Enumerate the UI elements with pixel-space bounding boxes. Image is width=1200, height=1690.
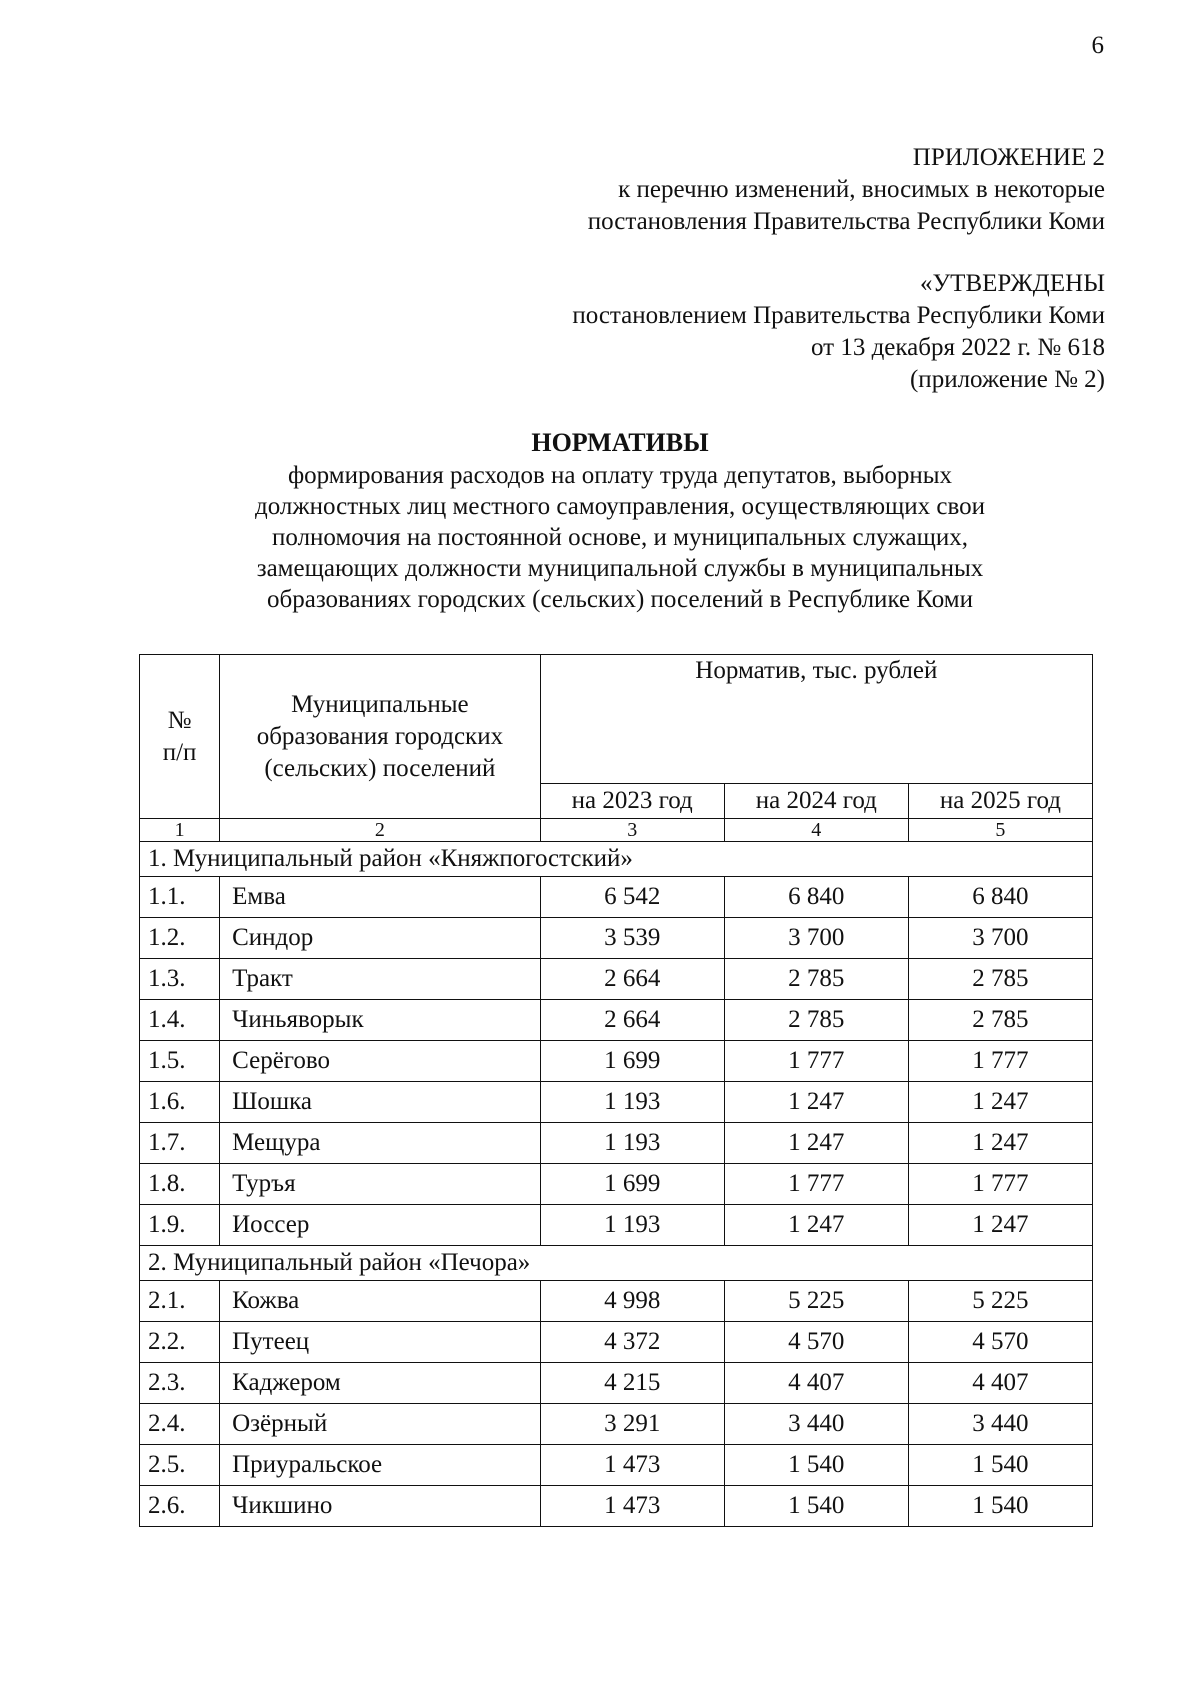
cell-municipality: Кожва — [220, 1281, 541, 1322]
cell-municipality: Синдор — [220, 918, 541, 959]
cell-2025: 1 777 — [908, 1164, 1092, 1205]
cell-2024: 2 785 — [724, 959, 908, 1000]
section-title: 1. Муниципальный район «Княжпогостский» — [140, 842, 1093, 877]
cell-2025: 2 785 — [908, 1000, 1092, 1041]
cell-municipality: Шошка — [220, 1082, 541, 1123]
cell-municipality: Путеец — [220, 1322, 541, 1363]
table-row — [140, 959, 1093, 1000]
table-row — [140, 877, 1093, 918]
cell-municipality: Озёрный — [220, 1404, 541, 1445]
cell-municipality: Чикшино — [220, 1486, 541, 1527]
cell-2023: 1 699 — [540, 1041, 724, 1082]
cell-municipality: Тракт — [220, 959, 541, 1000]
section-row — [140, 1246, 1093, 1281]
cell-2024: 1 247 — [724, 1205, 908, 1246]
cell-2025: 1 540 — [908, 1486, 1092, 1527]
cell-2025: 1 247 — [908, 1082, 1092, 1123]
cell-municipality: Приуральское — [220, 1445, 541, 1486]
cell-number: 2.5. — [140, 1445, 220, 1486]
appendix-line: постановления Правительства Республики Коми — [587, 208, 1105, 235]
cell-municipality: Туръя — [220, 1164, 541, 1205]
cell-2025: 3 700 — [908, 918, 1092, 959]
cell-2025: 1 777 — [908, 1041, 1092, 1082]
cell-municipality: Мещура — [220, 1123, 541, 1164]
cell-number: 1.2. — [140, 918, 220, 959]
cell-2024: 1 247 — [724, 1082, 908, 1123]
cell-number: 1.4. — [140, 1000, 220, 1041]
document-title: НОРМАТИВЫ — [531, 428, 709, 457]
title-line: формирования расходов на оплату труда депутатов, выборных — [287, 462, 953, 489]
cell-2023: 1 193 — [540, 1205, 724, 1246]
table-row — [140, 1363, 1093, 1404]
cell-2024: 4 570 — [724, 1322, 908, 1363]
header-number-line: п/п — [162, 738, 197, 766]
column-index: 4 — [724, 819, 908, 842]
cell-2024: 1 540 — [724, 1486, 908, 1527]
table-row — [140, 1404, 1093, 1445]
cell-municipality: Иоссер — [220, 1205, 541, 1246]
cell-2023: 4 998 — [540, 1281, 724, 1322]
table-body — [140, 842, 1093, 1527]
cell-2025: 4 407 — [908, 1363, 1092, 1404]
cell-number: 2.6. — [140, 1486, 220, 1527]
cell-2024: 1 540 — [724, 1445, 908, 1486]
cell-2024: 1 247 — [724, 1123, 908, 1164]
approval-stamp-text — [572, 268, 1105, 396]
cell-2025: 3 440 — [908, 1404, 1092, 1445]
cell-2023: 1 193 — [540, 1082, 724, 1123]
cell-number: 2.2. — [140, 1322, 220, 1363]
section-row — [140, 842, 1093, 877]
cell-2024: 1 777 — [724, 1164, 908, 1205]
page-number: 6 — [1091, 32, 1104, 59]
header-number — [140, 655, 220, 819]
cell-2024: 5 225 — [724, 1281, 908, 1322]
cell-2024: 6 840 — [724, 877, 908, 918]
cell-2023: 1 473 — [540, 1445, 724, 1486]
cell-2025: 1 540 — [908, 1445, 1092, 1486]
cell-2023: 3 291 — [540, 1404, 724, 1445]
cell-number: 2.4. — [140, 1404, 220, 1445]
cell-2025: 1 247 — [908, 1123, 1092, 1164]
title-line: образованиях городских (сельских) поселений в Республике Коми — [267, 586, 973, 613]
table-row — [140, 1082, 1093, 1123]
cell-municipality: Серёгово — [220, 1041, 541, 1082]
cell-2024: 1 777 — [724, 1041, 908, 1082]
header-name-line: (сельских) поселений — [264, 754, 496, 782]
column-index: 1 — [140, 819, 220, 842]
cell-2025: 5 225 — [908, 1281, 1092, 1322]
approved-line: (приложение № 2) — [909, 366, 1105, 393]
table-row — [140, 918, 1093, 959]
approved-line: постановлением Правительства Республики Коми — [572, 302, 1105, 329]
column-index: 2 — [220, 819, 541, 842]
table-row — [140, 1486, 1093, 1527]
cell-2025: 6 840 — [908, 877, 1092, 918]
table-row — [140, 1445, 1093, 1486]
cell-2024: 2 785 — [724, 1000, 908, 1041]
cell-number: 1.7. — [140, 1123, 220, 1164]
appendix-header — [588, 142, 1105, 238]
cell-number: 1.1. — [140, 877, 220, 918]
header-municipality — [220, 655, 541, 819]
table-row — [140, 1123, 1093, 1164]
cell-number: 1.3. — [140, 959, 220, 1000]
cell-2024: 4 407 — [724, 1363, 908, 1404]
cell-2023: 6 542 — [540, 877, 724, 918]
header-norm-group: Норматив, тыс. рублей — [540, 655, 1092, 784]
title-line: должностных лиц местного самоуправления, осуществляющих свои — [254, 493, 986, 520]
section-title: 2. Муниципальный район «Печора» — [140, 1246, 1093, 1281]
table-row — [140, 1281, 1093, 1322]
cell-2024: 3 440 — [724, 1404, 908, 1445]
cell-2023: 1 699 — [540, 1164, 724, 1205]
table-row — [140, 1322, 1093, 1363]
cell-municipality: Каджером — [220, 1363, 541, 1404]
column-index: 5 — [908, 819, 1092, 842]
cell-2023: 2 664 — [540, 959, 724, 1000]
approved-line: от 13 декабря 2022 г. № 618 — [810, 334, 1105, 361]
cell-number: 1.9. — [140, 1205, 220, 1246]
cell-municipality: Емва — [220, 877, 541, 918]
approved-line: «УТВЕРЖДЕНЫ — [919, 270, 1105, 297]
header-name-line: образования городских — [256, 722, 504, 750]
cell-2025: 4 570 — [908, 1322, 1092, 1363]
cell-2023: 2 664 — [540, 1000, 724, 1041]
cell-2024: 3 700 — [724, 918, 908, 959]
cell-number: 1.5. — [140, 1041, 220, 1082]
header-year-2025: на 2025 год — [908, 784, 1092, 819]
cell-2025: 2 785 — [908, 959, 1092, 1000]
cell-2023: 1 193 — [540, 1123, 724, 1164]
column-index: 3 — [540, 819, 724, 842]
title-line: полномочия на постоянной основе, и муниципальных служащих, — [272, 524, 968, 551]
document-title-block — [140, 427, 1100, 615]
cell-2023: 1 473 — [540, 1486, 724, 1527]
table-row — [140, 1164, 1093, 1205]
appendix-line: к перечню изменений, вносимых в некоторые — [618, 176, 1105, 203]
cell-number: 2.1. — [140, 1281, 220, 1322]
cell-number: 1.8. — [140, 1164, 220, 1205]
cell-2023: 4 215 — [540, 1363, 724, 1404]
table-row — [140, 1205, 1093, 1246]
table-row — [140, 1000, 1093, 1041]
cell-2025: 1 247 — [908, 1205, 1092, 1246]
norms-table — [139, 654, 1093, 1527]
title-line: замещающих должности муниципальной службы в муниципальных — [256, 555, 984, 582]
cell-2023: 3 539 — [540, 918, 724, 959]
table-row — [140, 1041, 1093, 1082]
cell-number: 1.6. — [140, 1082, 220, 1123]
header-year-2024: на 2024 год — [724, 784, 908, 819]
cell-2023: 4 372 — [540, 1322, 724, 1363]
cell-number: 2.3. — [140, 1363, 220, 1404]
cell-municipality: Чиньяворык — [220, 1000, 541, 1041]
appendix-line: ПРИЛОЖЕНИЕ 2 — [912, 144, 1105, 171]
header-name-line: Муниципальные — [291, 690, 469, 718]
header-year-2023: на 2023 год — [540, 784, 724, 819]
header-number-line: № — [167, 706, 192, 734]
